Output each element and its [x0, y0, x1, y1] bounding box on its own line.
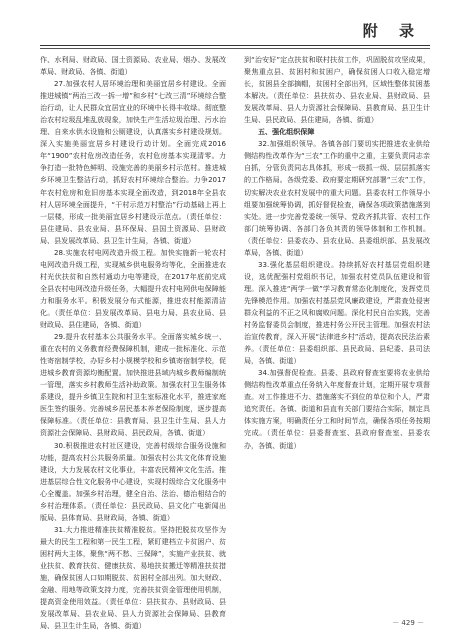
paragraph: 27.加强农村人居环境治理和美丽宜居乡村建设。全面推进城镇“两治三改一拆一增”和乡村“七改三清”环境综合整治行动，让人民群众宜居宜业的环境中长得丰收绿。彻底整治农村垃圾乱堆乱放现象，加快生产生活垃圾治理、污水治理、自来水供水设施和公厕建设，认真落实乡村建设规划。深入实施美丽宜居乡村建设行动计划。全面完成2016年“1900”农村危房改造任务，农村危房基本实现清零。力争打造一批特色鲜明、设施完善的美丽乡村示范村。推进城乡环境卫生整洁行动，抓好农村环境综合整治。力争2017年农村危房和危旧房基本实现全面改造，到2018年全县农村人居环境全面提升，“干村示范万村整治”行动基础上再上一层楼，形成一批美丽宜居乡村建设示范点。（责任单位：县住建局、县农业局、县环保局、县国土资源局、县财政局、县发展改革局、县卫生计生局，各镇、街道）	[40, 79, 226, 245]
paragraph: 28.实施农村电网改造升级工程。加快实施新一轮农村电网改造升级工程，实现城乡供电服务均等化，全面推进农村光伏扶贫和自然村通动力电等建设，在2017年底前完成全县农村电网改造升级任务，大幅提升农村电网供电保障能力和服务水平。积极发展分布式能源，推进农村能源清洁化。（责任单位：县发展改革局、县电力局、县农业局、县财政局、县住建局，各镇、街道）	[40, 247, 226, 330]
paragraph: 34.加强督促检查。县委、县政府督查室要将农业供给侧结构性改革重点任务纳入年度督查计划，定期开展专项督查。对工作推进不力、措施落实不到位的单位和个人，严肃追究责任。各镇、街道和县直有关部门要结合实际，制定具体实施方案，明确责任分工和时间节点，确保各项任务按期完成。（责任单位：县委督查室、县政府督查室、县委农办，各镇、街道）	[244, 368, 430, 450]
paragraph: 到“治安好”定点扶贫和联村扶贫工作，巩固脱贫攻坚成果，聚焦重点县、贫困村和贫困户，确保贫困人口收入稳定增长，贫困县全部摘帽，贫困村全部出列，区域性整体贫困基本解决。（责任单位：县扶贫办、县农业局、县财政局、县发展改革局、县人力资源社会保障局、县教育局、县卫生计生局、县民政局、县住建局，各镇、街道）	[244, 55, 430, 125]
section-heading: 五、强化组织保障	[258, 127, 315, 137]
paragraph: 作、水利局、财政局、国土资源局、农业局、烟办、发展改革局、财政局、各镇、街道）	[40, 55, 226, 77]
left-text-column	[40, 54, 226, 631]
page-number: － 429 －	[392, 619, 424, 627]
header-divider-thin	[40, 48, 430, 49]
page-header-title: 附 录	[362, 22, 422, 40]
paragraph: 32.加强组织领导。各镇各部门要切实把推进农业供给侧结构性改革作为“三农”工作的重中之重，主要负责同志亲自抓，分管负责同志具体抓，形成一级抓一级、层层抓落实的工作格局。各级党委、政府要定期研究部署“三农”工作，切实解决农业农村发展中的重大问题。县委农村工作领导小组要加强统筹协调，抓好督促检查，确保各项政策措施落到实处。进一步完善党委统一领导、党政齐抓共管、农村工作部门统筹协调、各部门各负其责的领导体制和工作机制。（责任单位：县委农办、县农业局、县委组织部、县发展改革局，各镇、街道）	[244, 139, 430, 257]
paragraph: 29.提升农村基本公共服务水平。全面落实城乡统一、重在农村的义务教育经费保障机制，建成一批标准化、示范性寄宿制学校，办好乡村小规模学校和乡镇寄宿制学校，促进城乡教育资源均衡配置。加快推进县域内城乡教师编制统一管理，落实乡村教师生活补助政策。加强农村卫生服务体系建设，提升乡镇卫生院和村卫生室标准化水平，推进家庭医生签约服务。完善城乡居民基本养老保险制度，逐步提高保障标准。（责任单位：县教育局、县卫生计生局、县人力资源社会保障局、县财政局、县民政局，各镇、街道）	[40, 332, 226, 438]
paragraph: 30.积极推进农村社区建设，完善村级综合服务设施和功能，提高农村公共服务质量。加强农村公共文化体育设施建设，大力发展农村文化事业，丰富农民精神文化生活。推进基层综合性文化服务中心建设，实现村级综合文化服务中心全覆盖。加强乡村治理，健全自治、法治、德治相结合的乡村治理体系。（责任单位：县民政局、县文化广电新闻出版局、县体育局、县财政局，各镇、街道）	[40, 440, 226, 522]
paragraph: 31.大力推进精准扶贫精准脱贫。坚持把脱贫攻坚作为最大的民生工程和第一民生工程，紧盯建档立卡贫困户、贫困村两大主体，聚焦“两不愁、三保障”，实施产业扶贫、就业扶贫、教育扶贫、健康扶贫、易地扶贫搬迁等精准扶贫措施，确保贫困人口如期脱贫、贫困村全部出列。加大财政、金融、用地等政策支持力度，完善扶贫资金管理使用机制，提高资金使用效益。（责任单位：县扶贫办、县财政局、县发展改革局、县农业局、县人力资源社会保障局、县教育局、县卫生计生局，各镇、街道）	[40, 524, 226, 631]
right-text-column	[244, 54, 430, 614]
paragraph: 33.强化基层组织建设。持续抓好农村基层党组织建设，选优配强村党组织书记，加强农村党员队伍建设和管理。深入推进“两学一做”学习教育常态化制度化，发挥党员先锋模范作用。加强农村基层党风廉政建设，严肃查处侵害群众利益的不正之风和腐败问题。深化村民自治实践，完善村务监督委员会制度，推进村务公开民主管理。加强农村法治宣传教育，深入开展“法律进乡村”活动，提高农民法治素养。（责任单位：县委组织部、县民政局、县纪委、县司法局，各镇、街道）	[244, 259, 430, 366]
header-divider	[40, 45, 430, 46]
